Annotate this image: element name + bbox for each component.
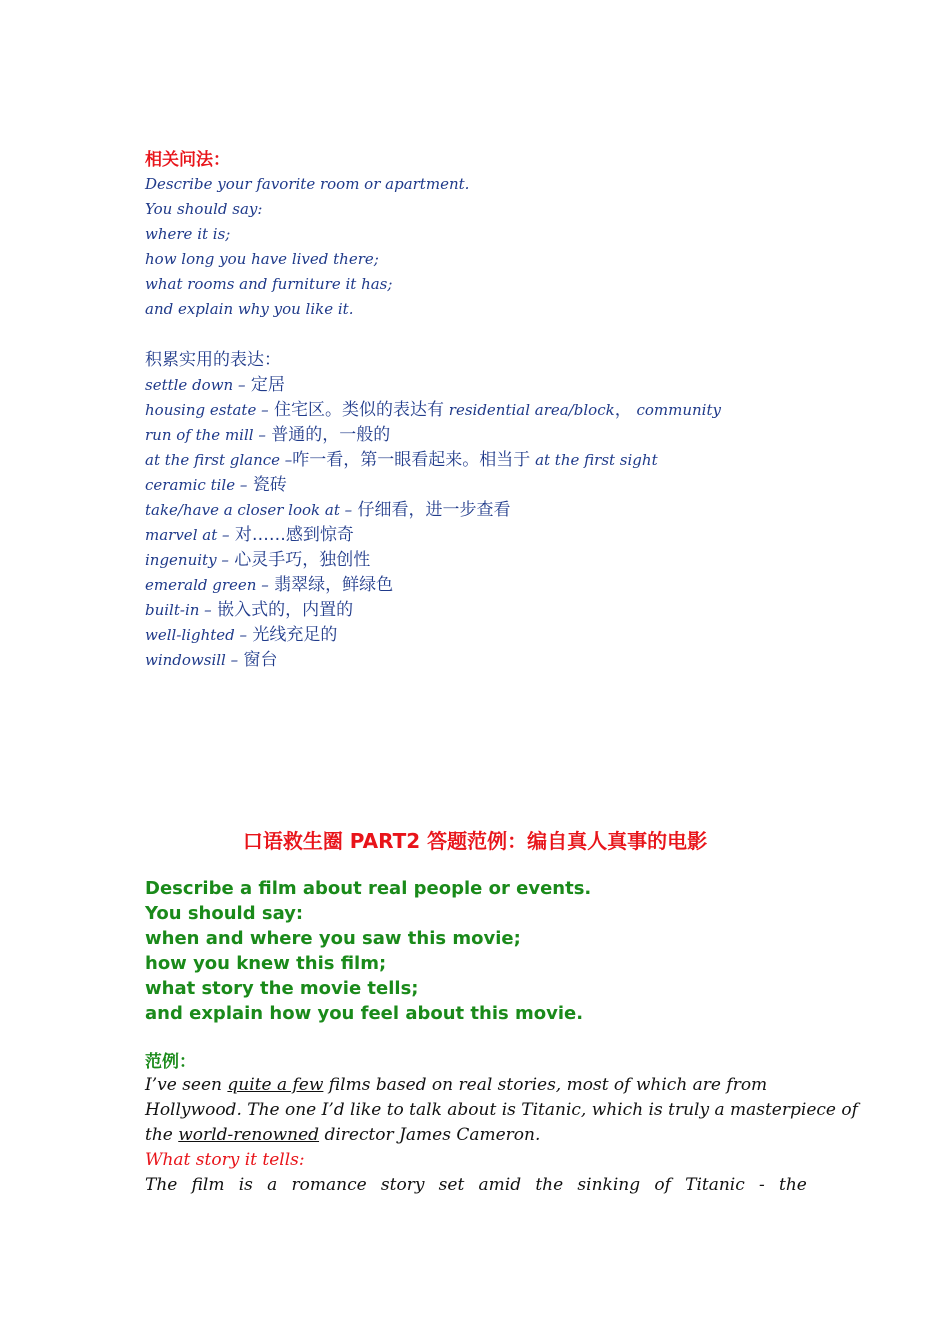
prompt-line: what rooms and furniture it has; [145, 275, 393, 293]
expression-meaning: 心灵手巧，独创性 [228, 550, 371, 570]
prompt-line: Describe a film about real people or events. [145, 878, 592, 899]
expression-term: run of the mill – [145, 426, 266, 444]
underlined-phrase: world-renowned [178, 1125, 320, 1145]
answer-line [145, 1123, 540, 1148]
prompt-line: and explain how you feel about this movie. [145, 1003, 584, 1024]
word: The [145, 1175, 178, 1195]
expression-item [145, 372, 285, 397]
expression-synonym: community [631, 401, 721, 419]
prompt-line: how long you have lived there; [145, 250, 379, 268]
expression-meaning: 住宅区。类似的表达有 [268, 400, 445, 420]
prompt-line: what story the movie tells; [145, 978, 419, 999]
expression-term: well-lighted – [145, 626, 248, 644]
prompt-line: when and where you saw this movie; [145, 928, 521, 949]
expression-term: marvel at – [145, 526, 230, 544]
expression-meaning: 咋一看，第一眼看起来。相当于 [292, 450, 531, 470]
prompt-line: You should say: [145, 903, 304, 924]
answer-text: I’ve seen [145, 1075, 228, 1095]
prompt-line: where it is; [145, 225, 231, 243]
prompt-line: and explain why you like it. [145, 300, 354, 318]
word: of [654, 1175, 671, 1195]
example-heading: 范例： [145, 1052, 196, 1072]
expression-meaning: 窗台 [238, 650, 278, 670]
prompt-line: how you knew this film; [145, 953, 387, 974]
expression-item [145, 597, 353, 622]
expression-item [145, 447, 658, 472]
expression-meaning: 定居 [245, 375, 285, 395]
expression-term: built-in – [145, 601, 212, 619]
expression-synonym: residential area/block [444, 401, 615, 419]
expression-term: emerald green – [145, 576, 269, 594]
word: is [238, 1175, 253, 1195]
expression-item [145, 472, 287, 497]
word: film [191, 1175, 225, 1195]
word: - [759, 1175, 765, 1195]
word: romance [291, 1175, 367, 1195]
expression-item [145, 647, 278, 672]
answer-line [145, 1073, 767, 1098]
expression-meaning: 仔细看，进一步查看 [352, 500, 511, 520]
expression-meaning: 对……感到惊奇 [229, 525, 354, 545]
answer-line-justified [145, 1173, 807, 1198]
related-questions-heading: 相关问法： [145, 150, 230, 170]
expression-item [145, 497, 511, 522]
answer-line: Hollywood. The one I’d like to talk about is Titanic, which is truly a masterpiece of [145, 1100, 858, 1120]
underlined-phrase: quite a few [227, 1075, 324, 1095]
expression-synonym: at the first sight [530, 451, 658, 469]
expression-term: windowsill – [145, 651, 239, 669]
expression-item [145, 522, 354, 547]
expression-meaning: 嵌入式的，内置的 [211, 600, 354, 620]
expression-meaning: 普通的，一般的 [265, 425, 391, 445]
page-title: 口语救生圈 PART2 答题范例：编自真人真事的电影 [242, 829, 708, 853]
word: Titanic [685, 1175, 745, 1195]
expression-term: ceramic tile – [145, 476, 248, 494]
expression-term: housing estate – [145, 401, 269, 419]
expression-meaning: 瓷砖 [247, 475, 287, 495]
word: sinking [577, 1175, 641, 1195]
word: a [267, 1175, 278, 1195]
expression-term: ingenuity – [145, 551, 229, 569]
expression-item [145, 547, 370, 572]
answer-text: director James Cameron. [319, 1125, 541, 1145]
expression-meaning: 翡翠绿，鲜绿色 [268, 575, 394, 595]
word: the [535, 1175, 564, 1195]
answer-text: films based on real stories, most of which are from [323, 1075, 768, 1095]
expression-meaning: 光线充足的 [247, 625, 338, 645]
answer-text: the [145, 1125, 179, 1145]
expression-term: at the first glance – [145, 451, 293, 469]
prompt-line: Describe your favorite room or apartment. [145, 175, 470, 193]
expression-separator: ， [614, 400, 632, 420]
word: set [438, 1175, 465, 1195]
word: the [778, 1175, 807, 1195]
prompt-line: You should say: [145, 200, 263, 218]
expression-term: settle down – [145, 376, 246, 394]
word: amid [478, 1175, 522, 1195]
expression-item [145, 397, 721, 422]
expression-item [145, 422, 390, 447]
expression-item [145, 622, 337, 647]
word: story [380, 1175, 425, 1195]
expression-term: take/have a closer look at – [145, 501, 353, 519]
useful-expressions-heading: 积累实用的表达： [145, 350, 281, 370]
expression-item [145, 572, 393, 597]
answer-subheading: What story it tells: [145, 1150, 305, 1170]
